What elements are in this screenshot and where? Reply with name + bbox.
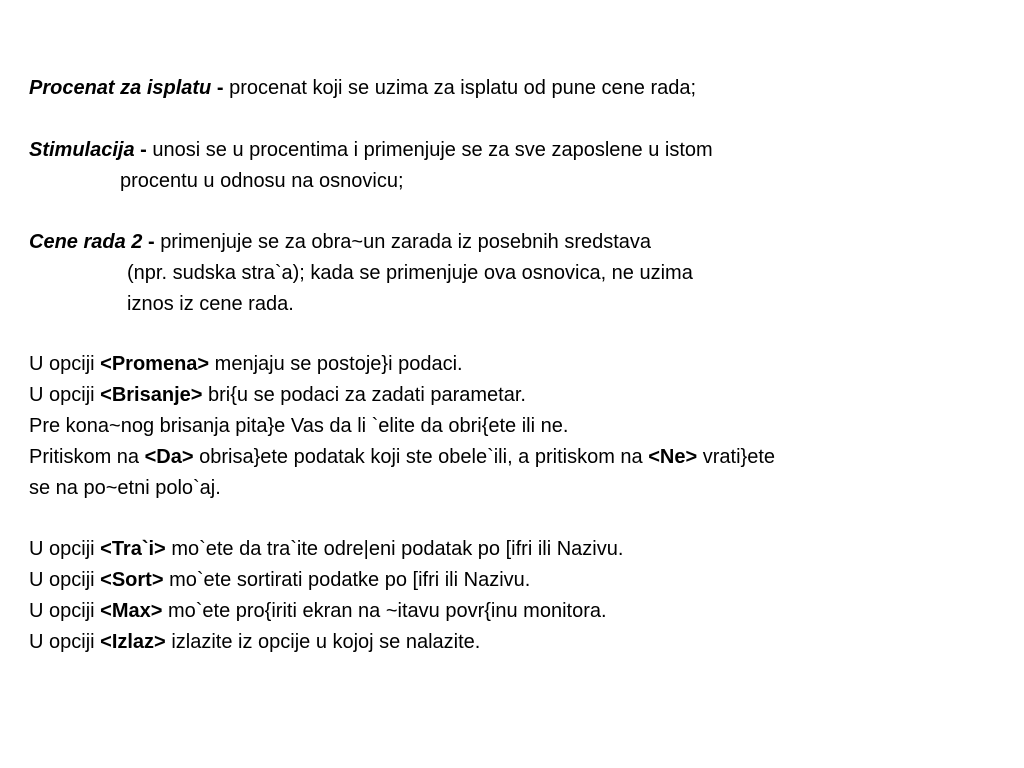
definition-text: unosi se u procentima i primenjuje se za sve zaposlene u istom	[152, 139, 713, 161]
option-izlaz-line	[29, 630, 480, 654]
definition-stimulacija	[29, 138, 713, 162]
definition-cene-rada-2	[29, 230, 651, 254]
option-prefix: U opciji	[29, 353, 95, 375]
definition-dash: -	[216, 77, 224, 99]
da-ne-suffix: vrati}ete	[702, 446, 775, 468]
definition-continuation: iznos iz cene rada.	[127, 293, 294, 315]
option-text: menjaju se postoje}i podaci.	[214, 353, 463, 375]
option-prefix: U opciji	[29, 631, 95, 653]
option-da: <Da>	[144, 446, 194, 468]
option-name: <Sort>	[100, 569, 164, 591]
da-ne-middle: obrisa}ete podatak koji ste obele`ili, a pritiskom na	[199, 446, 643, 468]
option-text: bri{u se podaci za zadati parametar.	[208, 384, 526, 406]
definition-continuation: procentu u odnosu na osnovicu;	[120, 170, 404, 192]
option-prefix: U opciji	[29, 600, 95, 622]
definition-continuation: (npr. sudska stra`a); kada se primenjuje ova osnovica, ne uzima	[127, 262, 693, 284]
option-ne: <Ne>	[648, 446, 698, 468]
da-ne-continuation: se na po~etni polo`aj.	[29, 477, 221, 499]
option-sort-line	[29, 568, 530, 592]
option-name: <Promena>	[100, 353, 210, 375]
definition-text: procenat koji se uzima za isplatu od pune cene rada;	[229, 77, 697, 99]
option-prefix: U opciji	[29, 569, 95, 591]
definition-term: Stimulacija	[29, 139, 135, 161]
definition-term: Procenat za isplatu	[29, 77, 212, 99]
option-max-line	[29, 599, 607, 623]
definition-term: Cene rada 2	[29, 231, 143, 253]
option-prefix: U opciji	[29, 384, 95, 406]
option-text: mo`ete da tra`ite odre|eni podatak po [ifri ili Nazivu.	[171, 538, 624, 560]
definition-dash: -	[140, 139, 147, 161]
option-prefix: U opciji	[29, 538, 95, 560]
option-text: mo`ete pro{iriti ekran na ~itavu povr{inu monitora.	[167, 600, 607, 622]
option-text: izlazite iz opcije u kojoj se nalazite.	[171, 631, 481, 653]
option-name: <Tra`i>	[100, 538, 166, 560]
definition-dash: -	[147, 231, 155, 253]
option-brisanje-line	[29, 383, 526, 407]
definition-procenat-za-isplatu	[29, 76, 696, 100]
da-ne-line	[29, 445, 775, 469]
delete-confirm-line: Pre kona~nog brisanja pita}e Vas da li `elite da obri{ete ili ne.	[29, 415, 569, 437]
option-name: <Max>	[100, 600, 163, 622]
option-name: <Brisanje>	[100, 384, 203, 406]
option-text: mo`ete sortirati podatke po [ifri ili Nazivu.	[169, 569, 531, 591]
da-ne-prefix: Pritiskom na	[29, 446, 140, 468]
option-trazi-line	[29, 537, 623, 561]
option-name: <Izlaz>	[100, 631, 166, 653]
option-promena-line	[29, 352, 463, 376]
definition-text: primenjuje se za obra~un zarada iz posebnih sredstava	[160, 231, 652, 253]
